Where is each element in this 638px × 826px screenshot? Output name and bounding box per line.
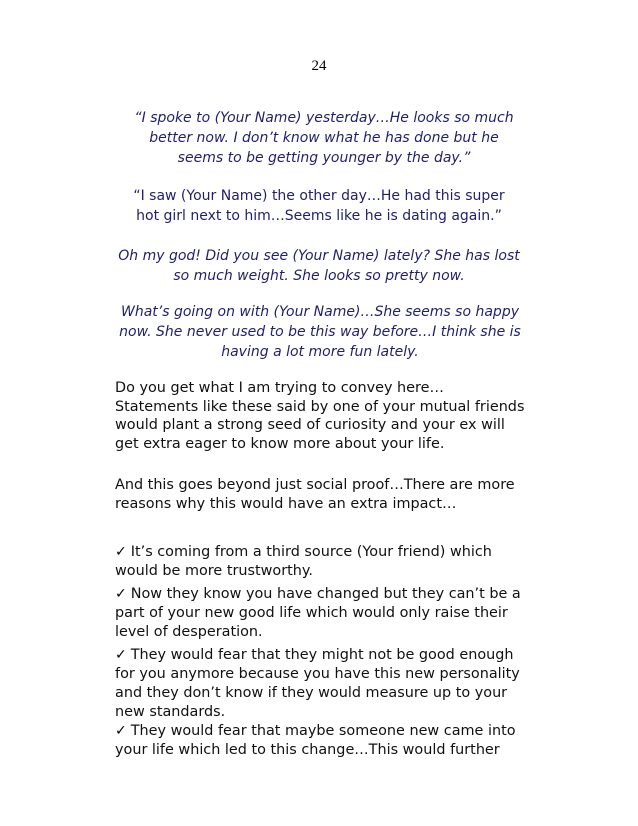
check-icon: ✓	[115, 586, 127, 602]
checklist-item-text: They would fear that maybe someone new came into your life which led to this change…This would further	[115, 723, 516, 758]
paragraph-1: Do you get what I am trying to convey here…Statements like these said by one of your mutual friends would plant a strong seed of curiosity and your ex will get extra eager to know more about your life.	[115, 380, 525, 452]
quote-1: “I spoke to (Your Name) yesterday…He looks so much better now. I don’t know what he has done but he seems to be getting younger by the day.”	[134, 110, 514, 166]
quote-2: “I saw (Your Name) the other day…He had this super hot girl next to him…Seems like he is dating again.”	[133, 188, 505, 224]
checklist-item-4	[115, 722, 527, 760]
checklist-item-2	[115, 585, 527, 642]
check-icon: ✓	[115, 544, 127, 560]
checklist-item-text: Now they know you have changed but they can’t be a part of your new good life which would only raise their level of desperation.	[115, 586, 521, 640]
page-number: 24	[311, 58, 327, 74]
paragraph-2: And this goes beyond just social proof…There are more reasons why this would have an extra impact…	[115, 477, 515, 512]
checklist-item-3	[115, 646, 527, 722]
checklist-item-text: It’s coming from a third source (Your friend) which would be more trustworthy.	[115, 544, 492, 579]
quote-3: Oh my god! Did you see (Your Name) lately? She has lost so much weight. She looks so pretty now.	[118, 248, 520, 284]
quote-4: What’s going on with (Your Name)…She seems so happy now. She never used to be this way before…I think she is having a lot more fun lately.	[119, 304, 521, 360]
checklist-item-1	[115, 543, 527, 581]
checklist-item-text: They would fear that they might not be good enough for you anymore because you have this new personality and they don’t know if they would measure up to your new standards.	[115, 647, 520, 720]
check-icon: ✓	[115, 647, 127, 663]
check-icon: ✓	[115, 723, 127, 739]
